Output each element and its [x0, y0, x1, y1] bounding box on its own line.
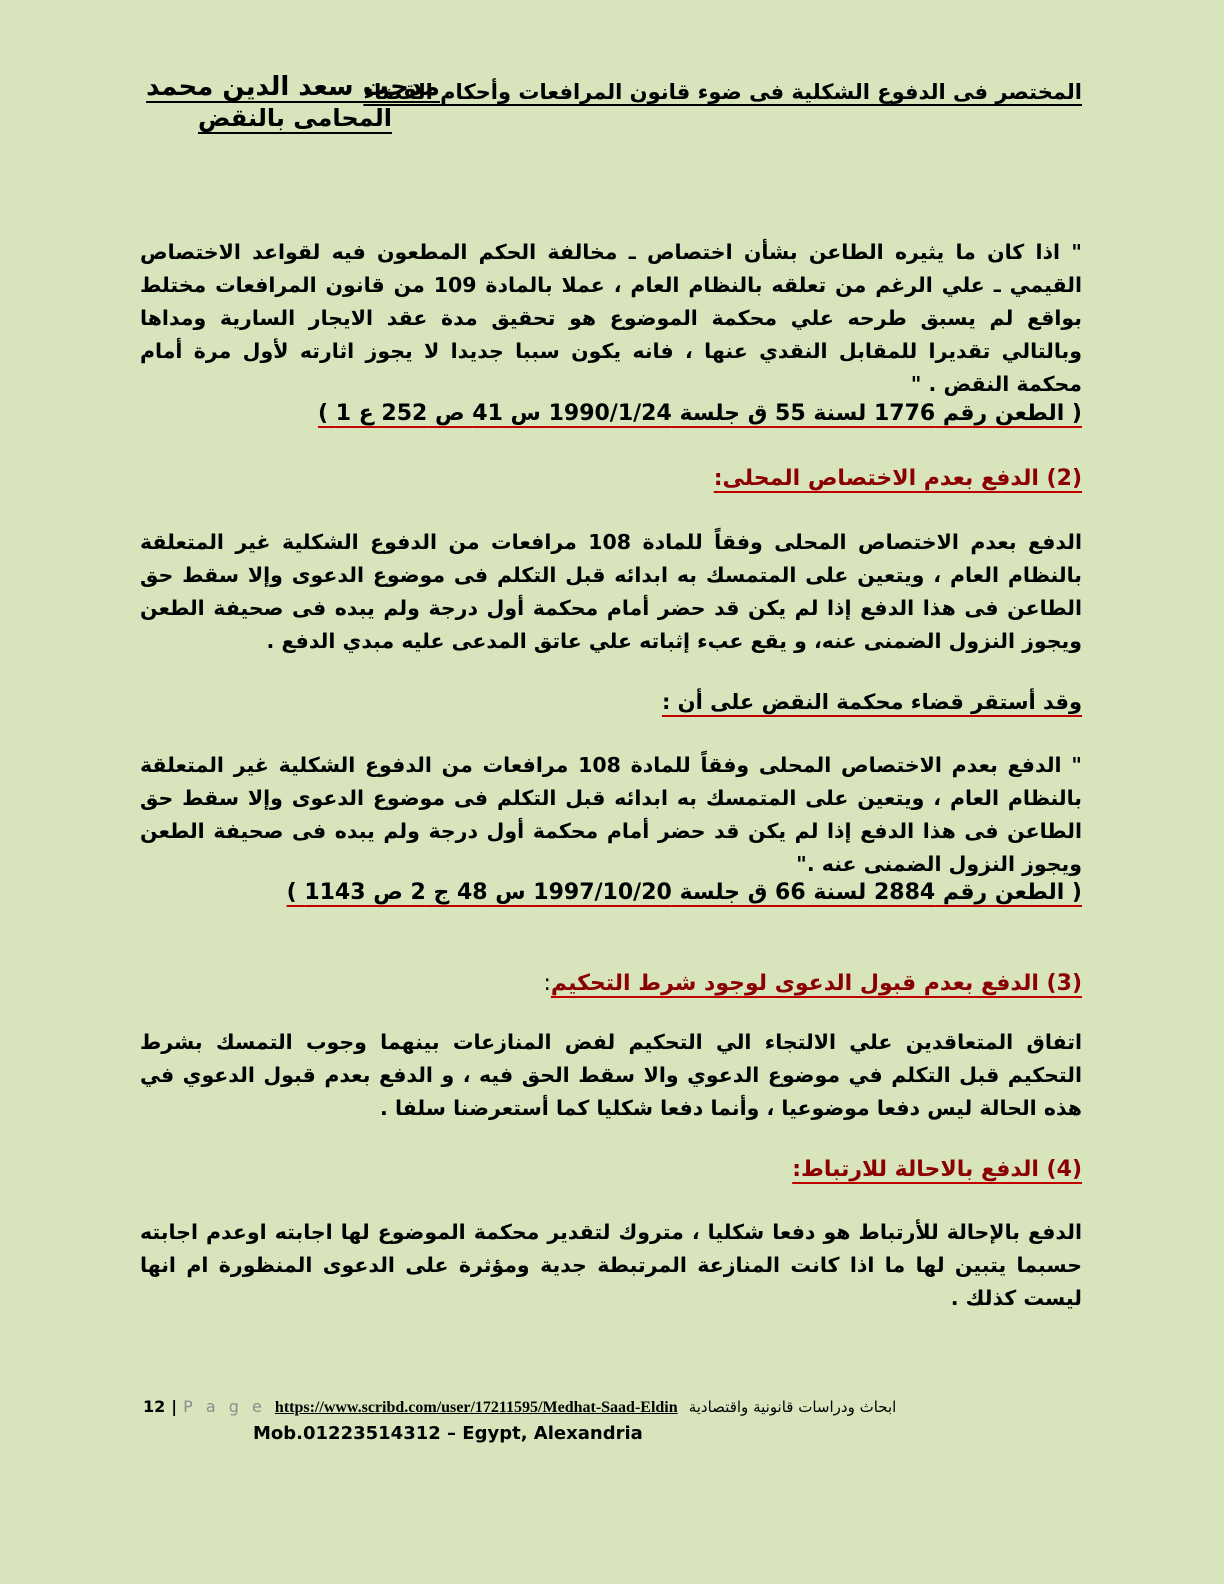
page-label: P a g e: [183, 1397, 266, 1416]
page-number: 12: [143, 1397, 166, 1416]
paragraph-3: اتفاق المتعاقدين علي الالتجاء الي التحكيم لفض المنازعات بينهما وجوب التمسك بشرط التحكيم قبل التكلم في موضوع الدعوي والا سقط الحق فيه ، و الدفع بعدم قبول الدعوي في هذه الحالة ليس دفعا موضوعيا ، وأنما دفعا شكليا كما أستعرضنا سلفا .: [140, 1030, 1082, 1120]
quote-paragraph-1: " اذا كان ما يثيره الطاعن بشأن اختصاص ـ مخالفة الحكم المطعون فيه لقواعد الاختصاص القيمي ـ علي الرغم من تعلقه بالنظام العام ، عملا بالمادة 109 من قانون المرافعات مختلط بواقع لم يسبق طرحه علي محكمة الموضوع هو تحقيق مدة عقد الايجار السارية ومداها وبالتالي تقديرا للمقابل النقدي عنها ، فانه يكون سببا جديدا لا يجوز اثارته لأول مرة أمام محكمة النقض . ": [140, 240, 1082, 396]
page-footer: [143, 1397, 993, 1444]
footer-url-link[interactable]: https://www.scribd.com/user/17211595/Medhat-Saad-Eldin: [274, 1399, 678, 1416]
footer-contact: Mob.01223514312 – Egypt, Alexandria: [253, 1423, 643, 1444]
author-title: المحامى بالنقض: [198, 104, 392, 132]
author-block: [146, 72, 440, 132]
quote-paragraph-2: " الدفع بعدم الاختصاص المحلى وفقاً للمادة 108 مرافعات من الدفوع الشكلية غير المتعلقة بالنظام العام ، ويتعين على المتمسك به ابدائه قبل التكلم فى موضوع الدعوى وإلا سقط حق الطاعن فى هذا الدفع إذا لم يكن قد حضر أمام محكمة أول درجة ولم يبده فى صحيفة الطعن ويجوز النزول الضمنى عنه .": [140, 753, 1082, 876]
section-heading-3-colon: :: [543, 971, 551, 996]
author-name: مدحت سعد الدين محمد: [146, 72, 440, 102]
section-heading-3: [140, 967, 1082, 1001]
paragraph-4: الدفع بالإحالة للأرتباط هو دفعا شكليا ، متروك لتقدير محكمة الموضوع لها اجابته اوعدم اجابته حسبما يتبين لها ما اذا كانت المنازعة المرتبطة جدية ومؤثرة على الدعوى المنظورة ام انها ليست كذلك .: [140, 1220, 1082, 1310]
section-heading-2: (2) الدفع بعدم الاختصاص المحلى:: [713, 466, 1082, 491]
citation-2: ( الطعن رقم 2884 لسنة 66 ق جلسة 1997/10/20 س 48 ج 2 ص 1143 ): [286, 880, 1082, 905]
footer-separator: |: [171, 1397, 178, 1416]
paragraph-2: الدفع بعدم الاختصاص المحلى وفقاً للمادة 108 مرافعات من الدفوع الشكلية غير المتعلقة بالنظام العام ، ويتعين على المتمسك به ابدائه قبل التكلم فى موضوع الدعوى وإلا سقط حق الطاعن فى هذا الدفع إذا لم يكن قد حضر أمام محكمة أول درجة ولم يبده فى صحيفة الطعن ويجوز النزول الضمنى عنه، و يقع عبء إثباته علي عاتق المدعى عليه مبدي الدفع .: [140, 530, 1082, 653]
subheading-cassation: وقد أستقر قضاء محكمة النقض على أن :: [661, 690, 1082, 714]
section-heading-4: (4) الدفع بالاحالة للارتباط:: [792, 1157, 1082, 1182]
book-title: المختصر فى الدفوع الشكلية فى ضوء قانون المرافعات وأحكام القضاء: [363, 80, 1082, 104]
footer-site-label: ابحاث ودراسات قانونية واقتصادية: [688, 1398, 897, 1416]
section-heading-3-text: (3) الدفع بعدم قبول الدعوى لوجود شرط التحكيم: [550, 971, 1082, 996]
footer-line-1: [143, 1397, 993, 1417]
citation-1: ( الطعن رقم 1776 لسنة 55 ق جلسة 1990/1/24 س 41 ص 252 ع 1 ): [318, 401, 1082, 426]
